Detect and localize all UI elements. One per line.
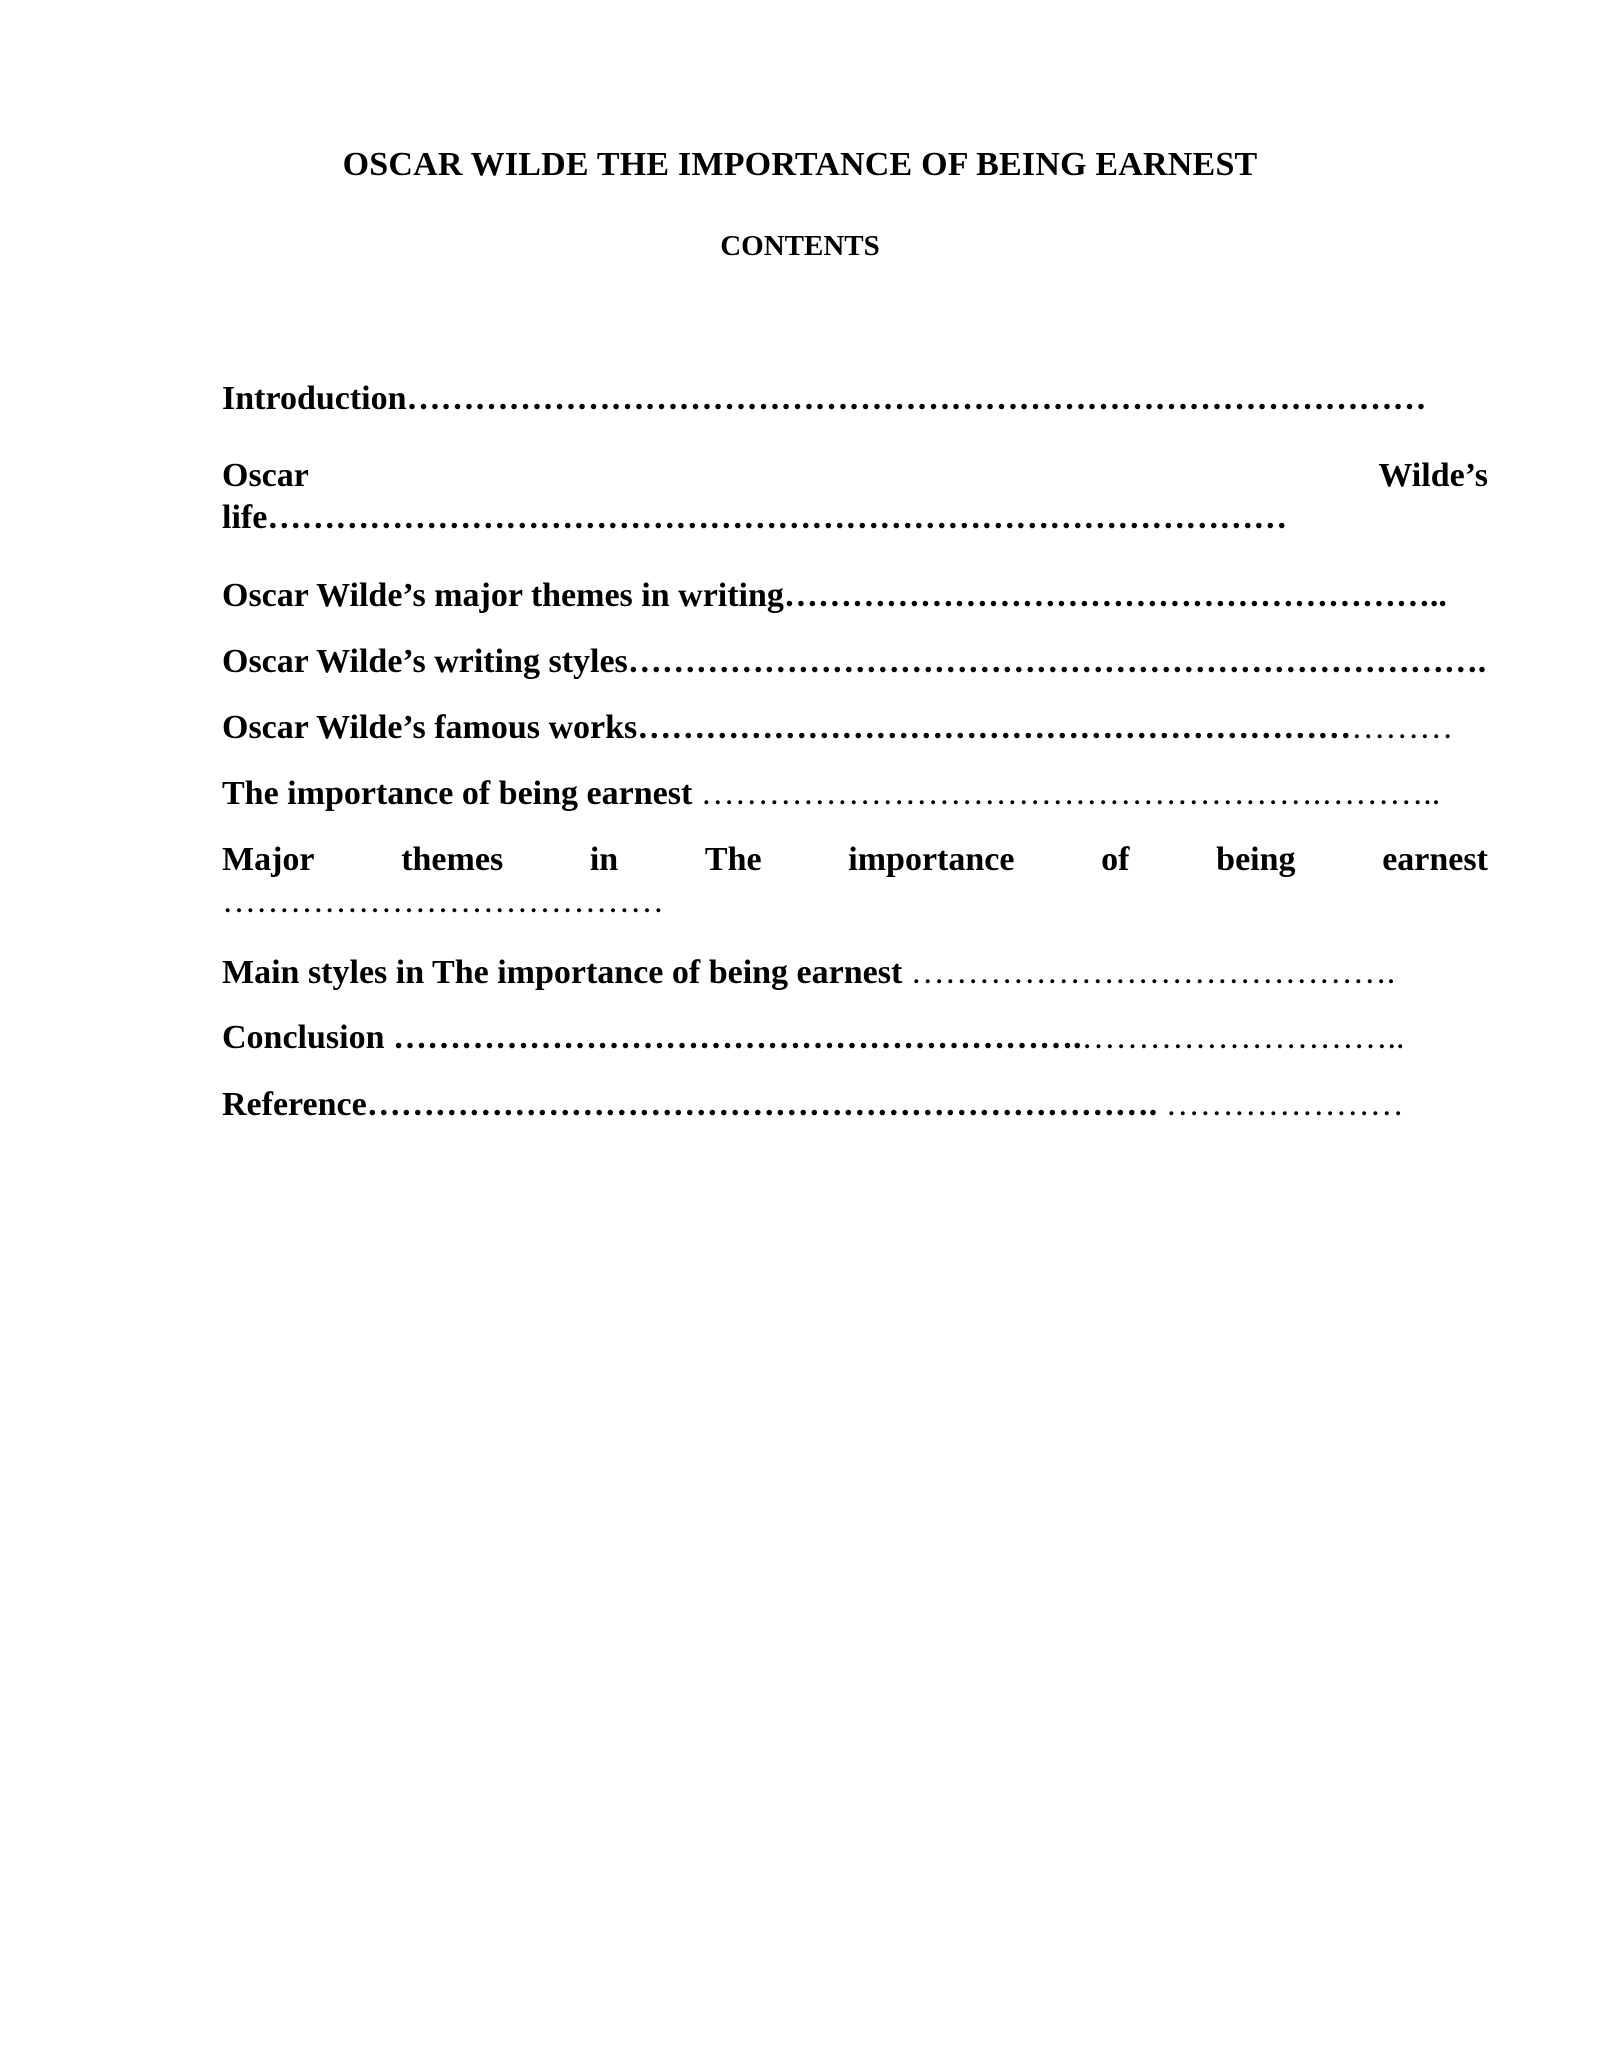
toc-entry-dots: ………………………..: [1081, 1019, 1405, 1056]
toc-entry-label: Oscar Wilde’s major themes in writing…………………………………………………..: [222, 577, 1447, 614]
toc-entry-label: Oscar Wilde’s famous works………………………………………………………: [222, 709, 1352, 746]
toc-entry-word: being: [1216, 841, 1296, 878]
toc-entry-label: Oscar Wilde’s writing styles………………………………………………………………….: [222, 643, 1487, 680]
toc-entry-word: Oscar: [222, 457, 309, 494]
toc-entry-major-themes-writing: [222, 575, 1488, 617]
toc-entry-dots: …………………………………: [222, 883, 664, 920]
toc-entry-major-themes-importance: [222, 839, 1488, 923]
toc-entry-dots: ………: [1351, 709, 1454, 746]
toc-entry-word: in: [589, 841, 619, 878]
toc-entry-main-styles: [222, 952, 1488, 994]
toc-entry-oscar-wildes-life: [222, 455, 1488, 539]
toc-entry-line: life………………………………………………………………………………: [222, 499, 1288, 536]
toc-entry-word: Wilde’s: [1378, 457, 1488, 494]
toc-entry-word: themes: [401, 841, 504, 878]
toc-entry-word: The: [704, 841, 762, 878]
toc-entry-word: of: [1101, 841, 1130, 878]
toc-entry-importance: [222, 773, 1488, 815]
toc-entry-line: [222, 839, 1488, 881]
toc-entry-reference: [222, 1084, 1488, 1126]
toc-entry-conclusion: [222, 1017, 1488, 1059]
toc-entry-dots: …………………………………….: [910, 954, 1396, 991]
toc-entry-dots: …………………: [1165, 1086, 1404, 1123]
toc-entry-dots: ……………………………………………….………..: [700, 775, 1441, 812]
toc-entry-word: earnest: [1382, 841, 1488, 878]
toc-entry-introduction: [222, 378, 1488, 420]
toc-entry-label: The importance of being earnest: [222, 775, 701, 812]
toc-entry-writing-styles: [222, 641, 1488, 683]
toc-entry-famous-works: [222, 707, 1488, 749]
toc-entry-word: importance: [848, 841, 1015, 878]
toc-entry-word: Major: [222, 841, 315, 878]
toc-entry-label: Introduction………………………………………………………………………………: [222, 380, 1427, 417]
contents-heading: CONTENTS: [720, 230, 880, 262]
toc-entry-label: Reference…………………………………………………………….: [222, 1086, 1166, 1123]
toc-entry-line: [222, 455, 1488, 497]
document-title: OSCAR WILDE THE IMPORTANCE OF BEING EARNEST: [342, 146, 1258, 183]
toc-entry-label: Conclusion …………………………………………………….: [222, 1019, 1082, 1056]
toc-entry-label: Main styles in The importance of being earnest: [222, 954, 911, 991]
